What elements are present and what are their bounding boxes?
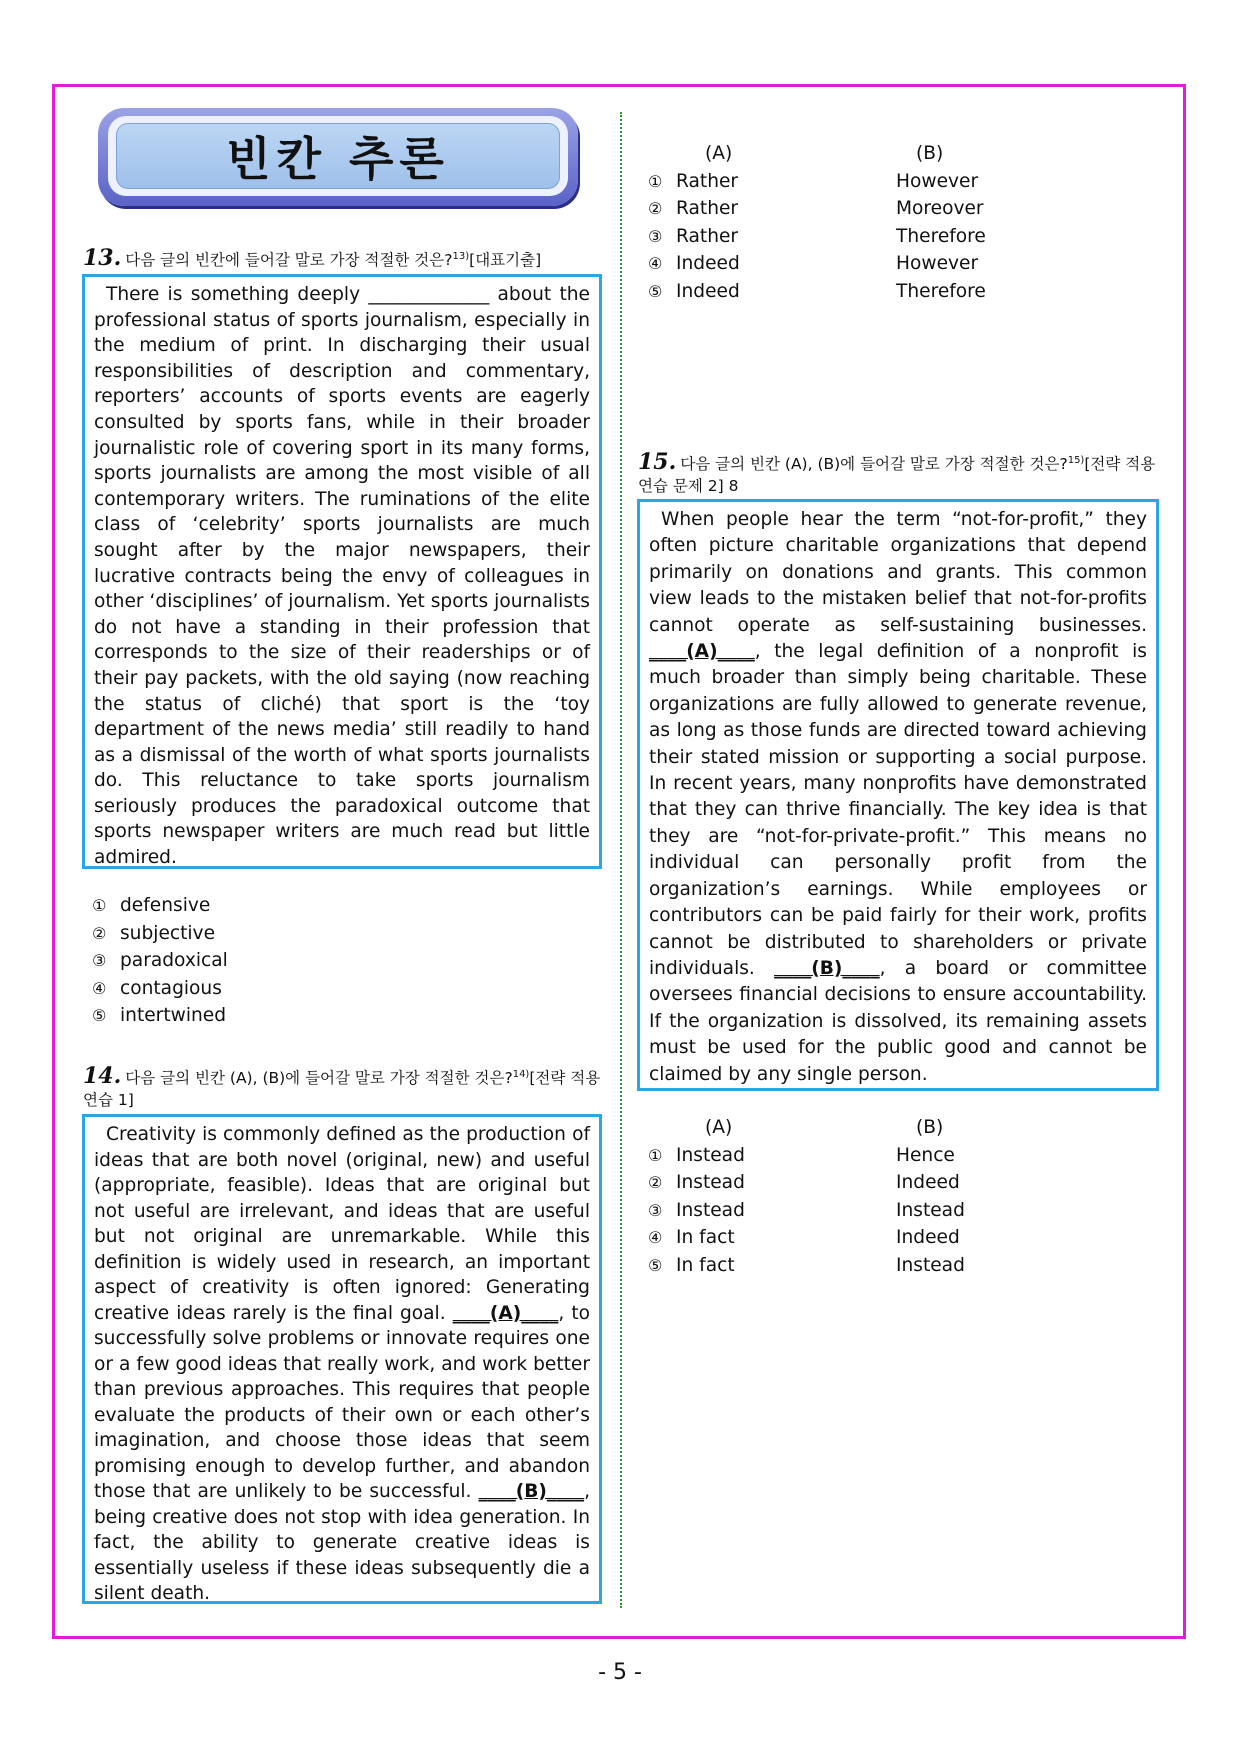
q15-blank-b: ____(B)____ <box>774 957 880 979</box>
q14-header-b: (B) <box>916 143 944 164</box>
q14-passage-box <box>82 1114 602 1604</box>
q14-blank-a: ____(A)____ <box>452 1302 559 1324</box>
q14-number: 14. <box>83 1063 122 1090</box>
q13-number: 13. <box>83 245 122 272</box>
q13-option[interactable]: ② subjective <box>92 922 216 944</box>
section-title-badge <box>98 108 578 206</box>
q14-option[interactable]: ④ Indeed However <box>648 253 979 274</box>
q13-source: [대표기출] <box>469 251 542 270</box>
q15-option[interactable]: ② Instead Indeed <box>648 1172 960 1193</box>
q13-header <box>83 246 603 271</box>
q13-footnote: 13) <box>452 251 470 262</box>
q15-number: 15. <box>638 449 677 476</box>
q15-option[interactable]: ① Instead Hence <box>648 1144 955 1166</box>
q15-header-a: (A) <box>705 1117 733 1138</box>
q14-header-a: (A) <box>705 143 733 164</box>
q15-header <box>638 450 1163 497</box>
q15-passage-box <box>637 499 1159 1091</box>
q13-passage: There is something deeply _____________ about the professional status of sports journalism, especially in the medium of print. In discharging their usual responsibilities of description and commentary, reporters’ accounts of sports events are eagerly consulted by sports fans, while in their broader journalistic role of covering sport in its many forms, sports journalists are among the most visible of all contemporary writers. The ruminations of the elite class of ‘celebrity’ sports journalists are much sought after by the major newspapers, their lucrative contracts being the envy of colleagues in other ‘disciplines’ of journalism. Yet sports journalists do not have a standing in their profession that corresponds to the size of their readerships or of their pay packets, with the old saying (now reaching the status of cliché) that sport is the ‘toy department of the news media’ still readily to hand as a dismissal of the worth of what sports journalists do. This reluctance to take sports journalism seriously produces the paradoxical outcome that sports newspaper writers are much read but little admired. <box>94 284 590 869</box>
q13-option[interactable]: ① defensive <box>92 895 211 916</box>
q14-option[interactable]: ⑤ Indeed Therefore <box>648 280 986 302</box>
q14-passage: Creativity is commonly defined as the production of ideas that are both novel (original, new) and useful (appropriate, feasible). Ideas that are original but not useful are irrelevant, and ideas that are useful but not original are unremarkable. While this definition is widely used in research, an important aspect of creativity is often ignored: Generating creative ideas rarely is the final goal. ____(A)____, to successfully solve problems or innovate requires one or a few good ideas that really work, and work better than previous approaches. This requires that people evaluate the products of their own or each other’s imagination, and choose those ideas that seem promising enough to develop further, and abandon those that are unlikely to be successful. ____(B)____, being creative does not stop with idea generation. In fact, the ability to generate creative ideas is essentially useless if these ideas subsequently die a silent death. <box>94 1124 591 1604</box>
q14-option[interactable]: ③ Rather Therefore <box>648 225 986 247</box>
column-divider <box>620 112 622 1608</box>
q15-option[interactable]: ④ In fact Indeed <box>648 1227 960 1248</box>
section-title: 빈칸 추론 <box>226 132 450 186</box>
q13-option[interactable]: ③ paradoxical <box>92 950 228 971</box>
q14-blank-b: ____(B)____ <box>478 1481 585 1502</box>
q14-option[interactable]: ② Rather Moreover <box>648 198 984 219</box>
q15-passage: When people hear the term “not-for-profit,” they often picture charitable organizations that depend primarily on donations and grants. This common view leads to the mistaken belief that not-for-profits cannot operate as self-sustaining businesses. ____(A)____, the legal definition of a nonprofit is much broader than simply being charitable. These organizations are fully allowed to generate revenue, as long as those funds are directed toward achieving their stated mission or supporting a social purpose. In recent years, many nonprofits have demonstrated that they can thrive financially. The key idea is that they are “not-for-private-profit.” This means no individual can personally profit from the organization’s earnings. While employees or contributors can be paid fairly for their work, profits cannot be distributed to shareholders or private individuals. ____(B)____, a board or committee oversees financial decisions to ensure accountability. If the organization is dissolved, its remaining assets must be used for the public good and cannot be claimed by any single person. <box>649 509 1147 1085</box>
q15-option[interactable]: ③ Instead Instead <box>648 1199 965 1221</box>
q13-prompt: 다음 글의 빈칸에 들어갈 말로 가장 적절한 것은? <box>125 251 453 270</box>
q14-prompt: 다음 글의 빈칸 (A), (B)에 들어갈 말로 가장 적절한 것은? <box>125 1069 513 1088</box>
q13-options <box>92 892 228 1030</box>
q14-option[interactable]: ① Rather However <box>648 170 979 192</box>
q13-passage-box <box>82 274 602 869</box>
q14-source: [전략 적용 연습 1] <box>83 1069 601 1110</box>
q15-options <box>648 1114 965 1279</box>
q15-blank-a: ____(A)____ <box>649 641 755 663</box>
q14-footnote: 14) <box>512 1069 530 1080</box>
q14-header <box>83 1064 608 1111</box>
q13-option[interactable]: ④ contagious <box>92 977 222 999</box>
page-number: - 5 - <box>598 1660 642 1685</box>
q14-options <box>648 140 986 305</box>
q15-source: [전략 적용 연습 문제 2] 8 <box>638 455 1156 496</box>
q15-header-b: (B) <box>916 1117 944 1138</box>
q15-footnote: 15) <box>1067 455 1085 466</box>
q15-option[interactable]: ⑤ In fact Instead <box>648 1254 965 1276</box>
q15-prompt: 다음 글의 빈칸 (A), (B)에 들어갈 말로 가장 적절한 것은? <box>680 455 1068 474</box>
q13-option[interactable]: ⑤ intertwined <box>92 1005 227 1026</box>
